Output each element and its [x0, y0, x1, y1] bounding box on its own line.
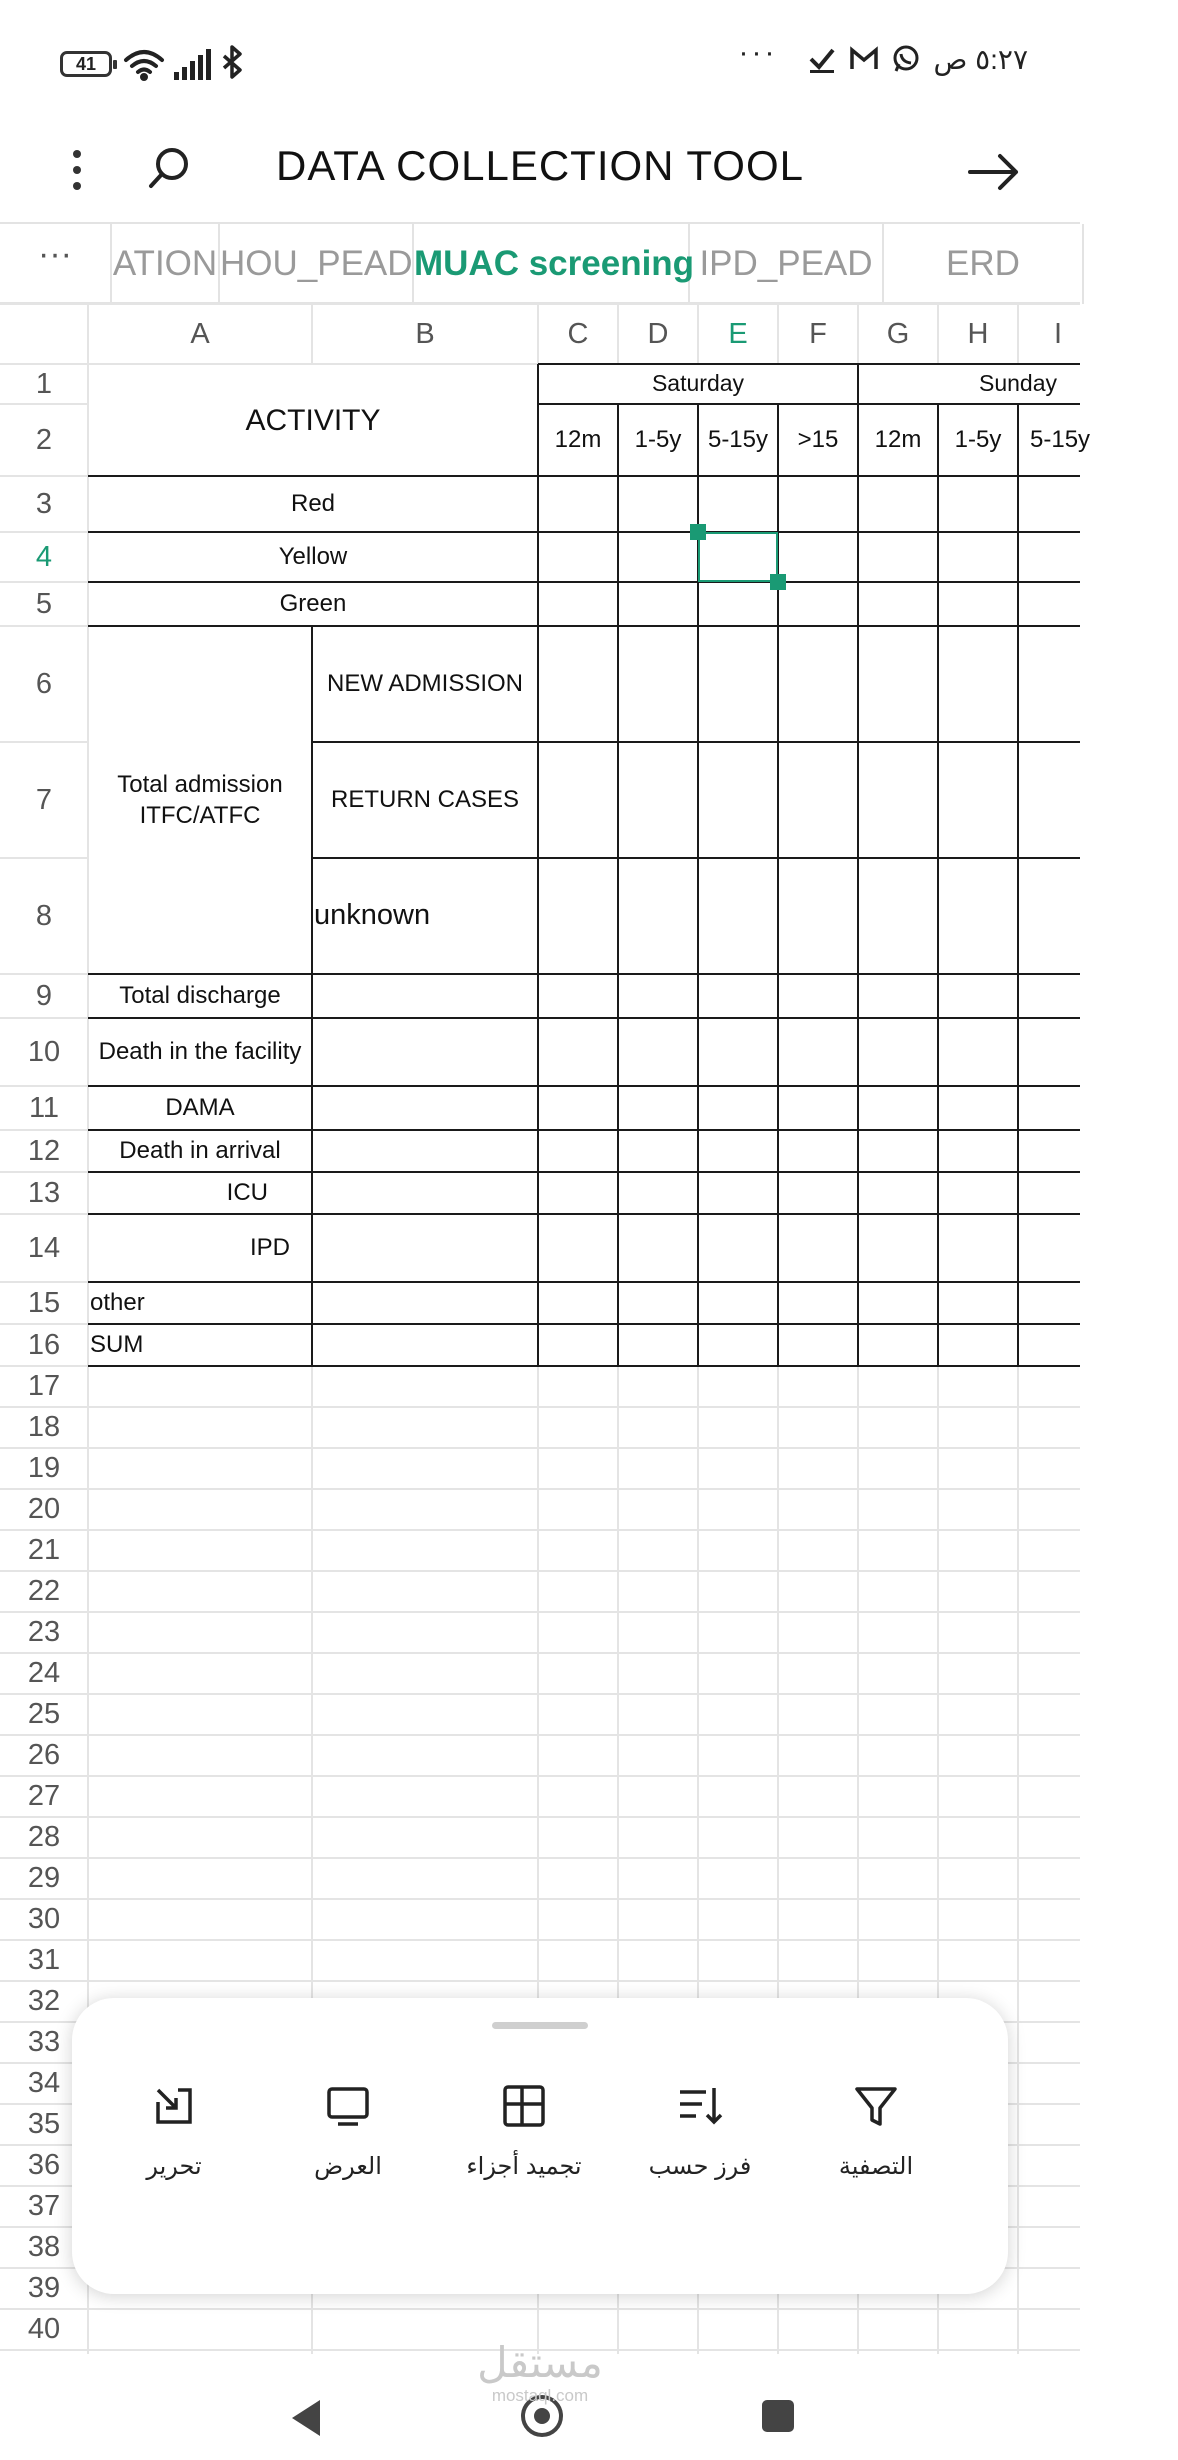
status-right: [738, 36, 1028, 76]
column-header-f[interactable]: F: [809, 318, 827, 350]
sort-button[interactable]: [610, 2082, 790, 2192]
column-header-a[interactable]: A: [190, 318, 210, 350]
arrow-forward-icon[interactable]: [966, 142, 1022, 202]
column-header-i[interactable]: I: [1053, 318, 1063, 350]
age-group-cell[interactable]: 5-15y: [707, 426, 769, 454]
bluetooth-icon: [224, 47, 240, 77]
tab-erd[interactable]: ERD: [884, 224, 1084, 304]
back-icon[interactable]: [286, 2396, 326, 2440]
row-header[interactable]: 38: [27, 2231, 61, 2263]
selection-handle-bottom[interactable]: [770, 574, 786, 590]
row-header[interactable]: 5: [35, 587, 53, 620]
row-header[interactable]: 20: [27, 1493, 61, 1525]
return-cases-label[interactable]: RETURN CASES: [330, 786, 520, 814]
sum-label[interactable]: SUM: [90, 1331, 144, 1359]
edit-button[interactable]: [84, 2082, 264, 2192]
row-header[interactable]: 19: [27, 1452, 61, 1484]
column-header-h[interactable]: H: [967, 318, 989, 350]
new-admission-label[interactable]: NEW ADMISSION: [326, 670, 524, 698]
task-done-icon: [807, 44, 837, 74]
row-header[interactable]: 32: [27, 1985, 61, 2017]
unknown-label[interactable]: unknown: [314, 899, 431, 932]
age-group-cell[interactable]: 12m: [554, 426, 602, 454]
row-header[interactable]: 28: [27, 1821, 61, 1853]
filter-button[interactable]: [786, 2082, 966, 2192]
wifi-icon: [126, 52, 162, 79]
row-header[interactable]: 36: [27, 2149, 61, 2181]
age-group-cell[interactable]: >15: [797, 426, 839, 454]
app-bar: [0, 120, 1080, 222]
edit-label: تحرير: [146, 2153, 202, 2180]
row-header[interactable]: 40: [27, 2313, 61, 2345]
watermark: [470, 2340, 610, 2406]
drag-handle[interactable]: [492, 2022, 588, 2029]
day-header-sunday[interactable]: Sunday: [978, 370, 1057, 397]
row-header[interactable]: 3: [35, 487, 53, 520]
death-in-arrival-label[interactable]: Death in arrival: [119, 1137, 281, 1165]
age-group-cell[interactable]: 1-5y: [954, 426, 1002, 454]
column-header-e[interactable]: E: [728, 318, 748, 350]
activity-header[interactable]: ACTIVITY: [245, 403, 381, 437]
row-header[interactable]: 21: [27, 1534, 61, 1566]
row-header[interactable]: 27: [27, 1780, 61, 1812]
page-title: DATA COLLECTION TOOL: [275, 142, 805, 189]
row-header[interactable]: 15: [27, 1286, 61, 1319]
row-header[interactable]: 8: [35, 899, 53, 932]
row-header[interactable]: 24: [27, 1657, 61, 1689]
row-header[interactable]: 2: [35, 423, 53, 456]
row-header[interactable]: 6: [35, 667, 53, 700]
row-header[interactable]: 34: [27, 2067, 61, 2099]
row-header[interactable]: 7: [35, 783, 53, 816]
age-group-cell[interactable]: 5-15y: [1030, 426, 1091, 454]
status-bar: [0, 0, 1080, 120]
row-header[interactable]: 18: [27, 1411, 61, 1443]
sheet-tabs: [0, 222, 1080, 304]
watermark-latin: mostaql.com: [491, 2386, 589, 2405]
battery-icon: 41: [60, 51, 112, 77]
overflow-menu-icon[interactable]: [62, 142, 92, 202]
row-header[interactable]: 30: [27, 1903, 61, 1935]
freeze-panes-icon: [500, 2082, 548, 2130]
row-header[interactable]: 31: [27, 1944, 61, 1976]
tab-ation[interactable]: ATION: [112, 224, 220, 304]
column-header-d[interactable]: D: [647, 318, 669, 350]
row-header[interactable]: 39: [27, 2272, 61, 2304]
tab-muac-screening[interactable]: MUAC screening: [414, 224, 690, 304]
whatsapp-icon: [891, 44, 921, 74]
row-header[interactable]: 26: [27, 1739, 61, 1771]
display-label: العرض: [314, 2153, 382, 2180]
more-notifications-icon: ···: [738, 36, 778, 69]
row-header[interactable]: 29: [27, 1862, 61, 1894]
row-header[interactable]: 13: [27, 1176, 61, 1209]
column-header-c[interactable]: C: [567, 318, 589, 350]
row-header[interactable]: 17: [27, 1370, 61, 1402]
recents-icon[interactable]: [758, 2396, 798, 2436]
sort-icon: [676, 2082, 724, 2130]
clock: ٥:٢٧ ص: [933, 43, 1028, 75]
row-header[interactable]: 35: [27, 2108, 61, 2140]
cellular-signal-icon: [174, 49, 211, 80]
display-icon: [324, 2082, 372, 2130]
row-header[interactable]: 14: [27, 1231, 61, 1264]
ipd-label[interactable]: IPD: [249, 1234, 290, 1262]
display-button[interactable]: [258, 2082, 438, 2192]
total-discharge-label[interactable]: Total discharge: [119, 982, 281, 1010]
selected-cell-e4[interactable]: [698, 532, 778, 582]
tab-hou-pead[interactable]: HOU_PEAD: [220, 224, 414, 304]
filter-icon: [852, 2082, 900, 2130]
watermark-arabic: مستقل: [477, 2339, 603, 2386]
row-header[interactable]: 11: [28, 1091, 60, 1124]
row-header[interactable]: 25: [27, 1698, 61, 1730]
row-header[interactable]: 23: [27, 1616, 61, 1648]
row-header[interactable]: 1: [35, 367, 53, 400]
tab-ipd-pead[interactable]: IPD_PEAD: [690, 224, 884, 304]
icu-label[interactable]: ICU: [226, 1179, 268, 1207]
other-label[interactable]: other: [90, 1289, 145, 1317]
sheet-tabs-more-button[interactable]: ···: [0, 224, 112, 304]
row-header[interactable]: 4: [35, 540, 53, 573]
freeze-panes-label: تجميد أجزاء: [466, 2153, 582, 2180]
row-header[interactable]: 37: [27, 2190, 61, 2222]
column-header-g[interactable]: G: [886, 318, 910, 350]
signal-icons: [124, 44, 254, 89]
freeze-panes-button[interactable]: [434, 2082, 614, 2192]
day-header-saturday[interactable]: Saturday: [651, 370, 745, 397]
triage-red[interactable]: Red: [290, 490, 336, 518]
gmail-icon: [849, 44, 879, 74]
dama-label[interactable]: DAMA: [165, 1094, 235, 1122]
edit-icon: [150, 2082, 198, 2130]
filter-label: التصفية: [838, 2153, 914, 2180]
row-header[interactable]: 16: [27, 1328, 61, 1361]
total-admission-label[interactable]: Total admission ITFC/ATFC: [117, 770, 283, 829]
triage-green[interactable]: Green: [279, 590, 347, 618]
death-in-facility-label[interactable]: Death in the facility: [98, 1038, 302, 1066]
row-header[interactable]: 33: [27, 2026, 61, 2058]
row-header[interactable]: 22: [27, 1575, 61, 1607]
triage-yellow[interactable]: Yellow: [278, 543, 348, 571]
row-header[interactable]: 10: [27, 1035, 61, 1068]
row-header[interactable]: 9: [35, 979, 53, 1012]
age-group-cell[interactable]: 1-5y: [634, 426, 682, 454]
age-group-cell[interactable]: 12m: [874, 426, 922, 454]
bottom-action-sheet: [72, 1998, 1008, 2294]
column-header-b[interactable]: B: [415, 318, 435, 350]
row-header[interactable]: 12: [27, 1134, 61, 1167]
sort-label: فرز حسب: [648, 2153, 752, 2180]
selection-handle-top[interactable]: [690, 524, 706, 540]
